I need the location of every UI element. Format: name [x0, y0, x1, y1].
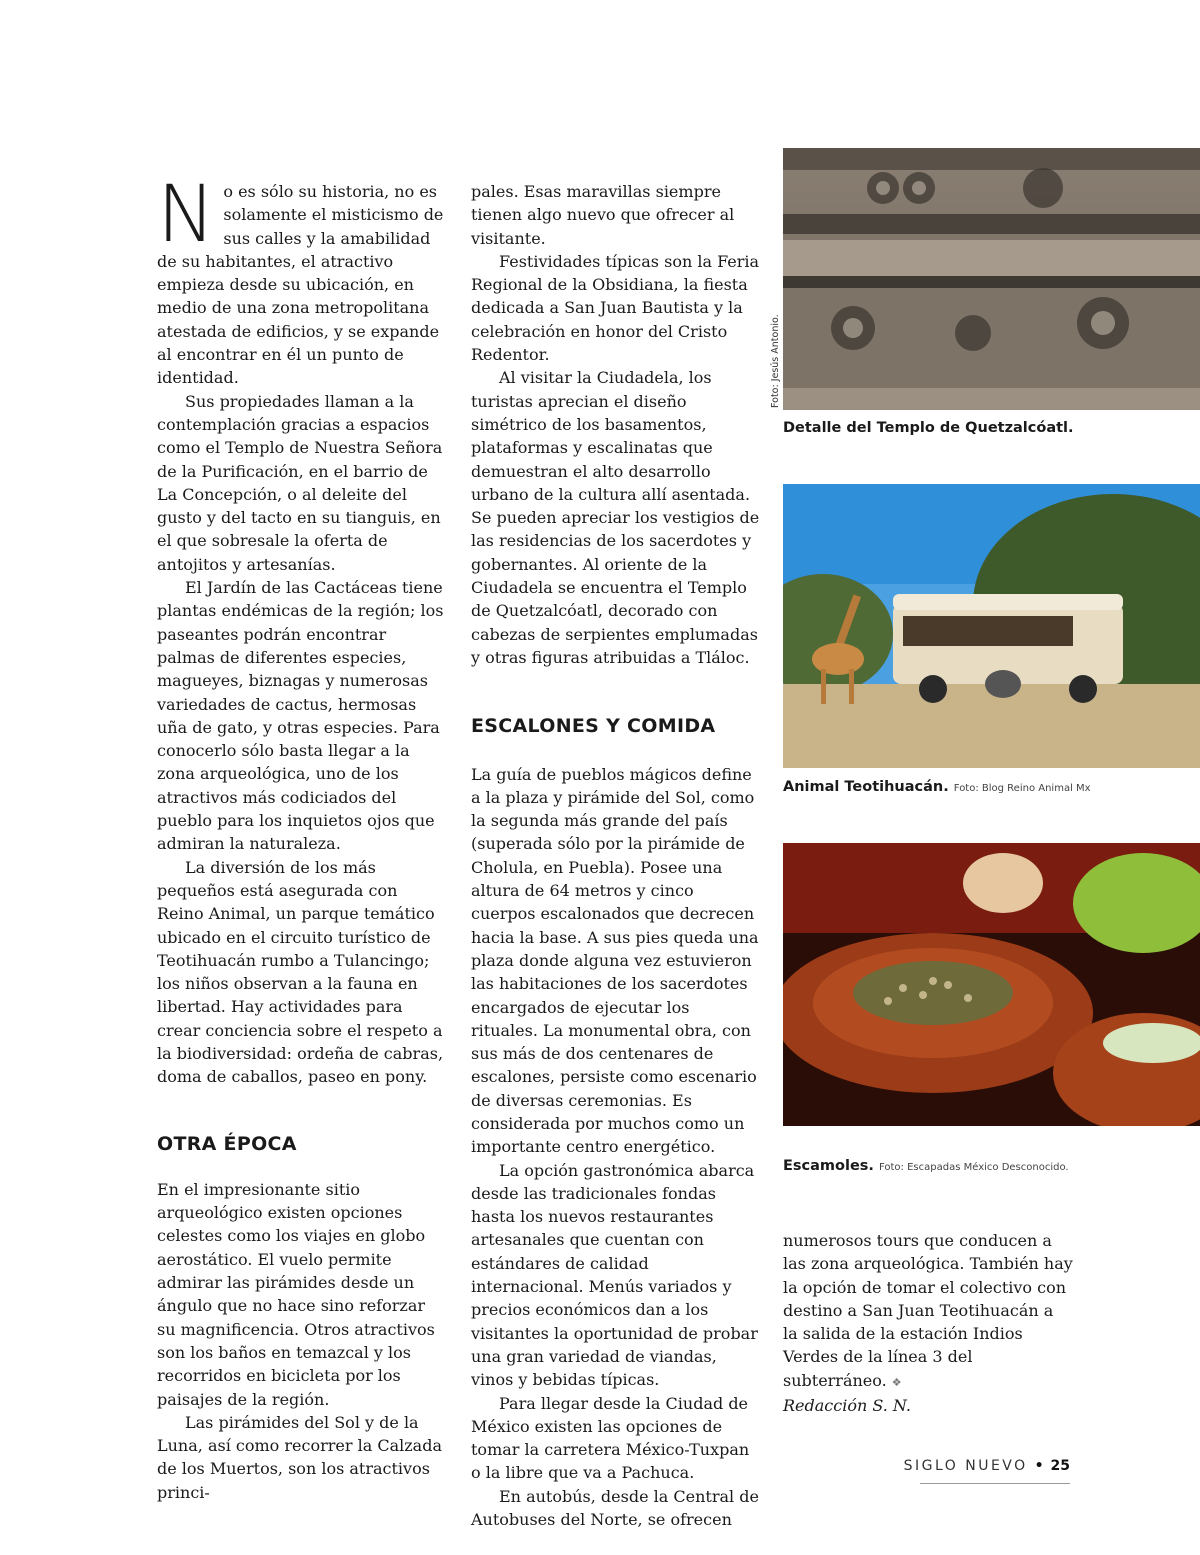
paragraph: El Jardín de las Cactáceas tiene plantas endémicas de la región; los paseantes podrán encontrar palmas de diferentes especies, magueyes, biznagas y numerosas variedades de cactus, hermosas uña de gato, y otras especies. Para conocerlo sólo basta llegar a la zona arqueológica, uno de los atractivos más codiciados del pueblo para los inquietos ojos que admiran la naturaleza.	[157, 578, 444, 854]
safari-photo	[783, 484, 1200, 768]
end-mark-icon: ❖	[891, 1375, 902, 1389]
safari-photo-caption	[783, 779, 1091, 795]
paragraph: Sus propiedades llaman a la contemplación gracias a espacios como el Templo de Nuestra Señora de la Purificación, en el barrio de La Concepción, o al deleite del gusto y del tacto en su tianguis, en el que sobresale la oferta de antojitos y artesanías.	[157, 391, 443, 574]
caption-title: Animal Teotihuacán.	[783, 779, 949, 795]
paragraph: La diversión de los más pequeños está asegurada con Reino Animal, un parque temático ubicado en el circuito turístico de Teotihuacán rumbo a Tulancingo; los niños observan a la fauna en libertad. Hay actividades para crear conciencia sobre el respeto a la biodiversidad: ordeña de cabras, doma de caballos, paseo en pony.	[157, 857, 444, 1087]
section-heading-otra-epoca: OTRA ÉPOCA	[157, 1132, 297, 1155]
paragraph: La opción gastronómica abarca desde las tradicionales fondas hasta los nuevos restaurantes artesanales que cuentan con estándares de calidad internacional. Menús variados y precios económicos dan a los visitantes la oportunidad de probar una gran variedad de viandas, vinos y bebidas típicas.	[471, 1160, 758, 1390]
footer-separator: •	[1034, 1458, 1044, 1474]
temple-photo-credit: Foto: Jesús Antonio.	[770, 314, 781, 408]
food-photo-caption	[783, 1158, 1069, 1174]
article-column-1	[157, 170, 445, 1504]
footer-rule	[920, 1483, 1070, 1484]
page-number: 25	[1050, 1458, 1070, 1474]
paragraph: En autobús, desde la Central de Autobuses del Norte, se ofrecen	[471, 1486, 759, 1530]
page-footer	[904, 1458, 1070, 1474]
paragraph: o es sólo su historia, no es solamente el misticismo de sus calles y la amabilidad de su habitantes, el atractivo empieza desde su ubicación, en medio de una zona metropolitana atestada de edificios, y se expande al encontrar en él un punto de identidad.	[157, 182, 444, 388]
paragraph: Las pirámides del Sol y de la Luna, así como recorrer la Calzada de los Muertos, son los atractivos princi-	[157, 1412, 442, 1502]
publication-name: SIGLO NUEVO	[903, 1458, 1028, 1474]
paragraph: La guía de pueblos mágicos define a la plaza y pirámide del Sol, como la segunda más grande del país (superada sólo por la pirámide de Cholula, en Puebla). Posee una altura de 64 metros y cinco cuerpos escalonados que decrecen hacia la base. A sus pies queda una plaza donde alguna vez estuvieron las habitaciones de los sacerdotes encargados de ejecutar los rituales. La monumental obra, con sus más de dos centenares de escalones, persiste como escenario de diversas ceremonias. Es considerada por muchos como un importante centro energético.	[471, 764, 759, 1157]
byline: Redacción S. N.	[783, 1396, 911, 1416]
article-column-2	[471, 180, 761, 1531]
paragraph: pales. Esas maravillas siempre tienen algo nuevo que ofrecer al visitante.	[471, 182, 735, 248]
temple-photo-caption: Detalle del Templo de Quetzalcóatl.	[783, 420, 1074, 436]
temple-photo	[783, 148, 1200, 410]
caption-title: Escamoles.	[783, 1158, 874, 1174]
paragraph: Festividades típicas son la Feria Regional de la Obsidiana, la fiesta dedicada a San Juan Bautista y la celebración en honor del Cristo Redentor.	[471, 251, 760, 365]
article-column-3	[783, 1229, 1073, 1417]
paragraph: Al visitar la Ciudadela, los turistas aprecian el diseño simétrico de los basamentos, plataformas y escalinatas que demuestran el alto desarrollo urbano de la cultura allí asentada. Se pueden apreciar los vestigios de las residencias de los sacerdotes y gobernantes. Al oriente de la Ciudadela se encuentra el Templo de Quetzalcóatl, decorado con cabezas de serpientes emplumadas y otras figuras atribuidas a Tláloc.	[471, 368, 760, 667]
paragraph: En el impresionante sitio arqueológico existen opciones celestes como los viajes en globo aerostático. El vuelo permite admirar las pirámides desde un ángulo que no hace sino reforzar su magnificencia. Otros atractivos son los baños en temazcal y los recorridos en bicicleta por los paisajes de la región.	[157, 1179, 435, 1409]
section-heading-escalones-y-comida: ESCALONES Y COMIDA	[471, 715, 716, 738]
paragraph: numerosos tours que conducen a las zona arqueológica. También hay la opción de tomar el colectivo con destino a San Juan Teotihuacán a la salida de la estación Indios Verdes de la línea 3 del subterráneo.	[783, 1231, 1073, 1390]
drop-cap: N	[157, 170, 216, 260]
photo-credit: Foto: Blog Reino Animal Mx	[953, 783, 1091, 794]
photo-credit: Foto: Escapadas México Desconocido.	[879, 1162, 1069, 1173]
food-photo	[783, 843, 1200, 1126]
paragraph: Para llegar desde la Ciudad de México existen las opciones de tomar la carretera México-Tuxpan o la libre que va a Pachuca.	[471, 1393, 750, 1483]
